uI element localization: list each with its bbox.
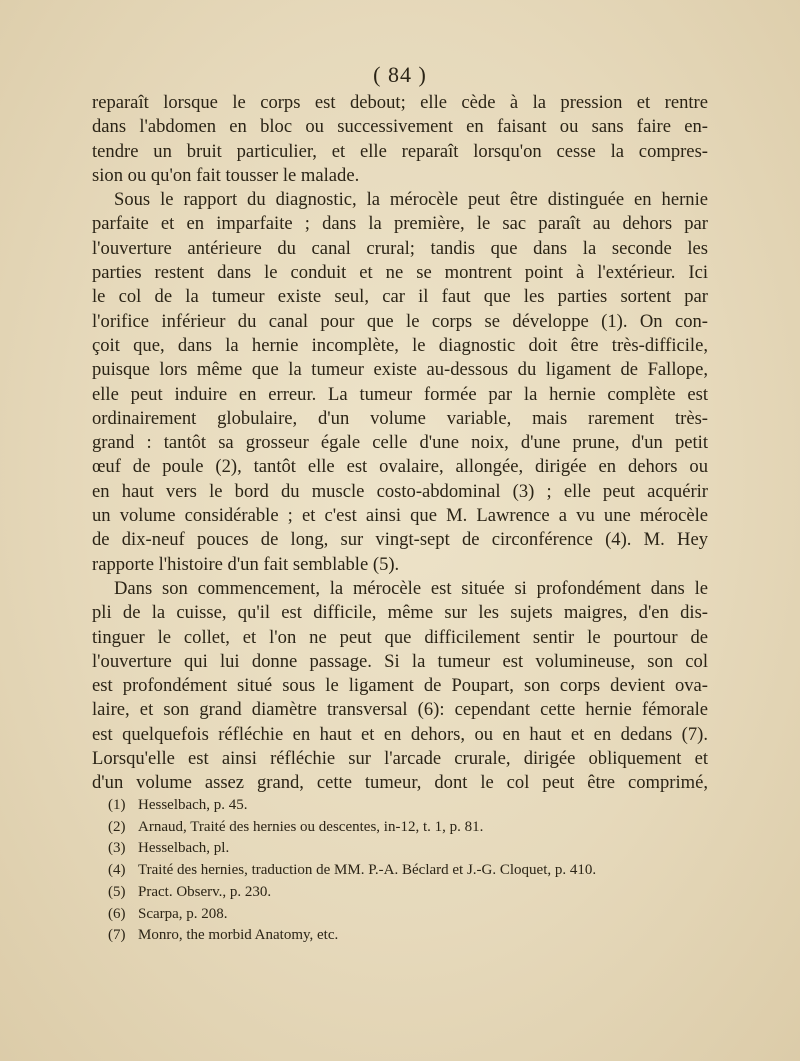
text-line: Lorsqu'elle est ainsi réfléchie sur l'arcade crurale, dirigée obliquement et (92, 748, 708, 770)
text-line: çoit que, dans la hernie incomplète, le diagnostic doit être très-difficile, (92, 334, 708, 356)
footnote-text: Scarpa, p. 208. (138, 905, 228, 922)
footnote-text: Pract. Observ., p. 230. (138, 883, 272, 900)
footnote (108, 860, 708, 882)
footnote-number: (4) (108, 862, 126, 879)
text-line: ordinairement globulaire, d'un volume variable, mais rarement très- (92, 407, 708, 429)
text-line: le col de la tumeur existe seul, car il faut que les parties sortent par (92, 286, 708, 308)
text-line: grand : tantôt sa grosseur égale celle d'une noix, d'une prune, d'un petit (92, 432, 708, 454)
footnote-text: Traité des hernies, traduction de MM. P.-A. Béclard et J.-G. Cloquet, p. 410. (138, 862, 597, 879)
footnote (108, 817, 708, 839)
text-line: en haut vers le bord du muscle costo-abdominal (3) ; elle peut acquérir (92, 480, 708, 502)
paragraph (92, 91, 708, 188)
text-line: laire, et son grand diamètre transversal (6): cependant cette hernie fémorale (92, 699, 708, 721)
footnote (108, 925, 708, 947)
text-line: dans l'abdomen en bloc ou successivement en faisant ou sans faire en- (92, 116, 708, 138)
text-line: l'ouverture qui lui donne passage. Si la tumeur est volumineuse, son col (92, 650, 708, 672)
text-line: tendre un bruit particulier, et elle reparaît lorsqu'on cesse la compres- (92, 140, 708, 162)
footnote-text: Monro, the morbid Anatomy, etc. (138, 927, 339, 944)
footnote-number: (3) (108, 840, 126, 857)
text-line: est quelquefois réfléchie en haut et en dehors, ou en haut et en dedans (7). (92, 723, 708, 745)
text-line: puisque lors même que la tumeur existe au-dessous du ligament de Fallope, (92, 359, 708, 381)
text-line: œuf de poule (2), tantôt elle est ovalaire, allongée, dirigée en dehors ou (92, 456, 708, 478)
body-text (92, 91, 708, 796)
footnote-text: Hesselbach, pl. (138, 840, 230, 857)
footnote-number: (7) (108, 927, 126, 944)
text-line: parties restent dans le conduit et ne se montrent point à l'extérieur. Ici (92, 262, 708, 284)
text-line: sion ou qu'on fait tousser le malade. (92, 164, 360, 186)
text-line: Dans son commencement, la mérocèle est située si profondément dans le (114, 577, 708, 599)
page-number: ( 84 ) (373, 62, 427, 87)
paragraph (92, 577, 708, 796)
text-line: tinguer le collet, et l'on ne peut que difficilement sentir le pourtour de (92, 626, 708, 648)
text-line: reparaît lorsque le corps est debout; elle cède à la pression et rentre (92, 92, 708, 113)
footnote (108, 838, 708, 860)
text-line: Sous le rapport du diagnostic, la mérocèle peut être distinguée en hernie (114, 189, 708, 211)
footnote-number: (1) (108, 797, 126, 813)
text-line: elle peut induire en erreur. La tumeur formée par la hernie complète est (92, 383, 708, 405)
footnote (108, 904, 708, 926)
paragraph (92, 188, 708, 577)
text-line: l'ouverture antérieure du canal crural; tandis que dans la seconde les (92, 237, 708, 259)
footnote-number: (2) (108, 818, 126, 835)
footnote-text: Hesselbach, p. 45. (138, 797, 248, 813)
footnotes (108, 795, 708, 947)
footnote-text: Arnaud, Traité des hernies ou descentes, in-12, t. 1, p. 81. (138, 818, 484, 835)
footnote (108, 882, 708, 904)
text-line: pli de la cuisse, qu'il est difficile, même sur les sujets maigres, d'en dis- (92, 602, 708, 624)
text-line: un volume considérable ; et c'est ainsi que M. Lawrence a vu une mérocèle (92, 505, 708, 527)
text-line: parfaite et en imparfaite ; dans la première, le sac paraît au dehors par (92, 213, 708, 235)
footnote (108, 795, 708, 817)
text-line: est profondément situé sous le ligament de Poupart, son corps devient ova- (92, 675, 708, 697)
text-line: rapporte l'histoire d'un fait semblable (5). (92, 553, 400, 575)
footnote-number: (5) (108, 883, 126, 900)
text-line: l'orifice inférieur du canal pour que le corps se développe (1). On con- (92, 310, 708, 332)
text-line: d'un volume assez grand, cette tumeur, dont le col peut être comprimé, (92, 772, 708, 794)
footnote-number: (6) (108, 905, 126, 922)
text-line: de dix-neuf pouces de long, sur vingt-sept de circonférence (4). M. Hey (92, 529, 708, 551)
